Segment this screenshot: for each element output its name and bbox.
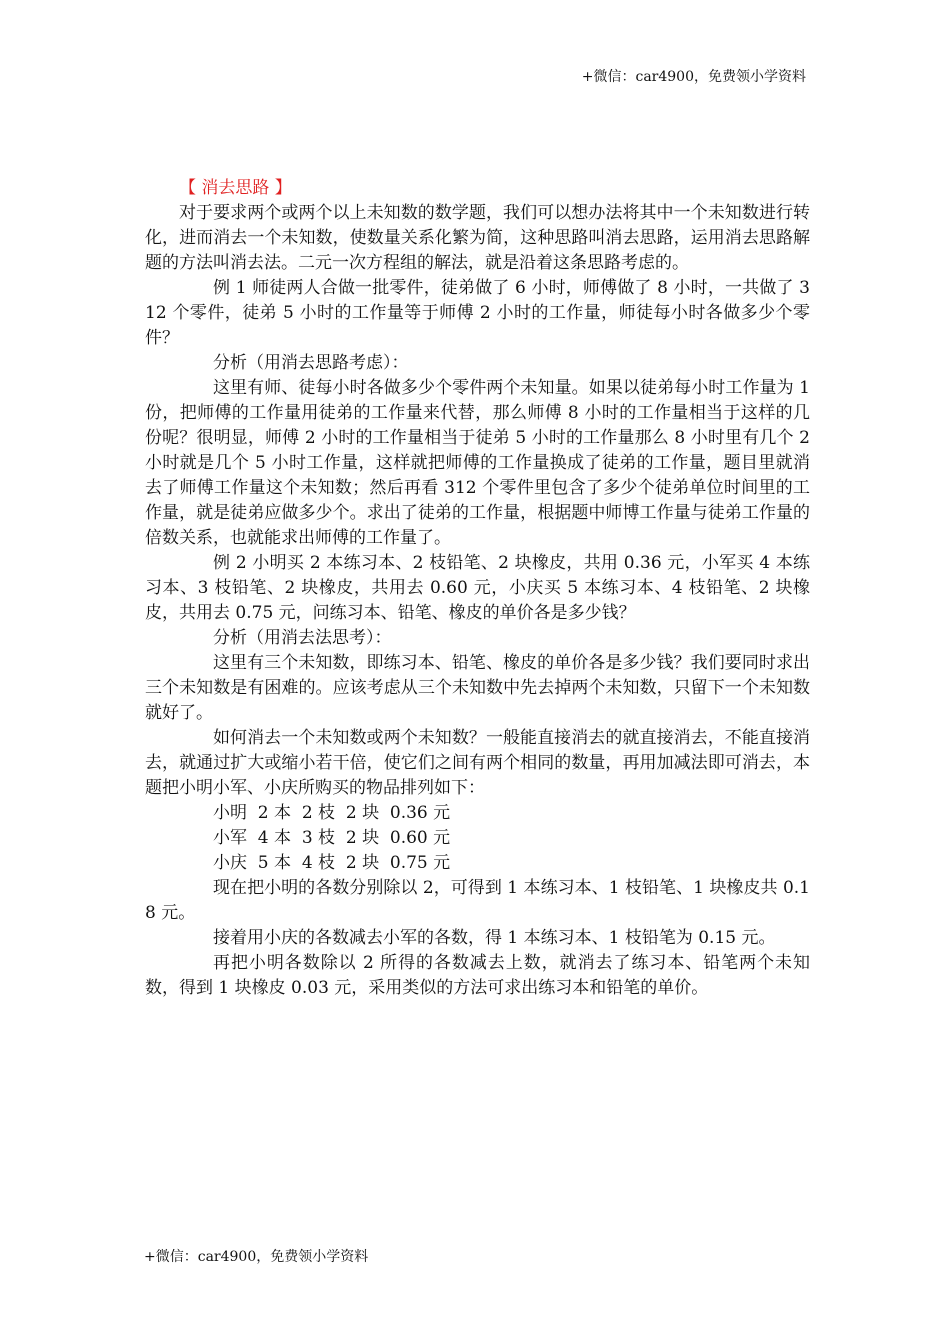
purchase-list bbox=[145, 801, 810, 876]
example2-question: 例 2 小明买 2 本练习本、2 枝铅笔、2 块橡皮，共用 0.36 元，小军买 4 本练习本、3 枝铅笔、2 块橡皮，共用去 0.60 元，小庆买 5 本练习本、4 枝铅笔、2 块橡皮，共用去 0.75 元，问练习本、铅笔、橡皮的单价各是多少钱？ bbox=[145, 553, 810, 623]
header-note: +微信：car4900，免费领小学资料 bbox=[581, 69, 806, 85]
example1-question: 例 1 师徒两人合做一批零件，徒弟做了 6 小时，师傅做了 8 小时，一共做了 312 个零件，徒弟 5 小时的工作量等于师傅 2 小时的工作量，师徒每小时各做多少个零件？ bbox=[145, 278, 810, 348]
example1-analysis-label: 分析（用消去思路考虑）： bbox=[213, 353, 409, 373]
footer-note: +微信：car4900，免费领小学资料 bbox=[144, 1249, 369, 1265]
purchase-row-xiaoqing: 小庆 5 本 4 枝 2 块 0.75 元 bbox=[213, 853, 451, 873]
intro-paragraph: 对于要求两个或两个以上未知数的数学题，我们可以想办法将其中一个未知数进行转化，进而消去一个未知数，使数量关系化繁为简，这种思路叫消去思路，运用消去思路解题的方法叫消去法。二元一次方程组的解法，就是沿着这条思路考虑的。 bbox=[145, 203, 810, 273]
purchase-row-xiaoming: 小明 2 本 2 枝 2 块 0.36 元 bbox=[213, 803, 451, 823]
example2-analysis-1: 这里有三个未知数，即练习本、铅笔、橡皮的单价各是多少钱？我们要同时求出三个未知数是有困难的。应该考虑从三个未知数中先去掉两个未知数，只留下一个未知数就好了。 bbox=[145, 653, 810, 723]
purchase-row-xiaojun: 小军 4 本 3 枝 2 块 0.60 元 bbox=[213, 828, 451, 848]
example2-analysis-label: 分析（用消去法思考）： bbox=[213, 628, 392, 648]
step-3-paragraph: 再把小明各数除以 2 所得的各数减去上数，就消去了练习本、铅笔两个未知数，得到 1 块橡皮 0.03 元，采用类似的方法可求出练习本和铅笔的单价。 bbox=[145, 953, 810, 998]
example2-analysis-2: 如何消去一个未知数或两个未知数？一般能直接消去的就直接消去，不能直接消去，就通过扩大或缩小若干倍，使它们之间有两个相同的数量，再用加减法即可消去，本题把小明小军、小庆所购买的物品排列如下： bbox=[145, 728, 810, 798]
example1-analysis: 这里有师、徒每小时各做多少个零件两个未知量。如果以徒弟每小时工作量为 1 份，把师傅的工作量用徒弟的工作量来代替，那么师傅 8 小时的工作量相当于这样的几份呢？很明显，师傅 2 小时的工作量相当于徒弟 5 小时的工作量那么 8 小时里有几个 2 小时就是几个 5 小时工作量，这样就把师傅的工作量换成了徒弟的工作量，题目里就消去了师傅工作量这个未知数；然后再看 312 个零件里包含了多少个徒弟单位时间里的工作量，就是徒弟应做多少个。求出了徒弟的工作量，根据题中师博工作量与徒弟工作量的倍数关系，也就能求出师傅的工作量了。 bbox=[145, 378, 810, 548]
step-1-paragraph: 现在把小明的各数分别除以 2，可得到 1 本练习本、1 枝铅笔、1 块橡皮共 0.18 元。 bbox=[145, 878, 810, 923]
step-2-paragraph: 接着用小庆的各数减去小军的各数，得 1 本练习本、1 枝铅笔为 0.15 元。 bbox=[213, 928, 776, 948]
section-title: 【 消去思路 】 bbox=[179, 178, 292, 198]
article-body bbox=[145, 176, 810, 1001]
